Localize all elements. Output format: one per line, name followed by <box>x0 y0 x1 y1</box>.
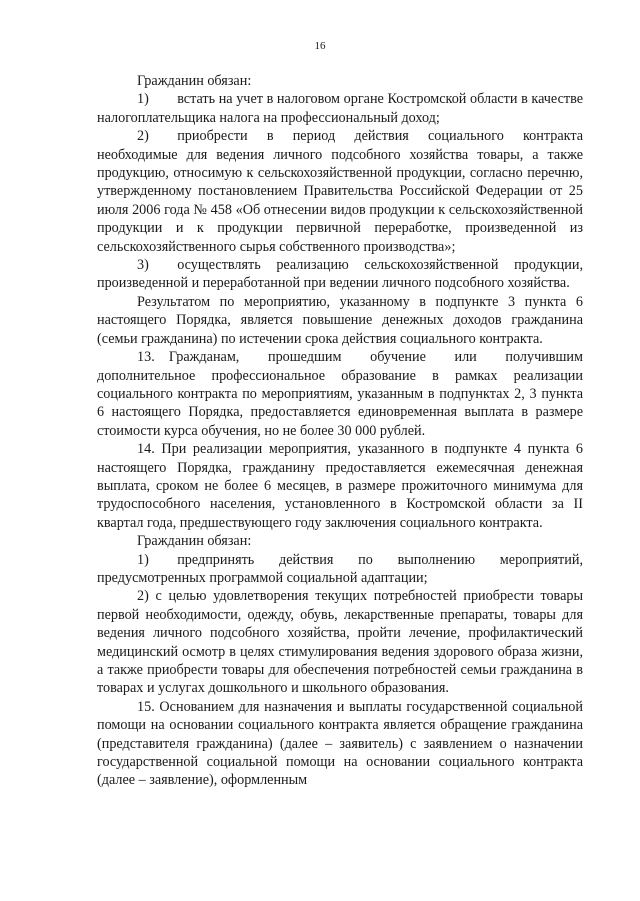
paragraph-item-3-sales: 3) осуществлять реализацию сельскохозяйственной продукции, произведенной и переработанной при ведении личного подсобного хозяйства. <box>97 257 583 292</box>
paragraph-15: 15. Основанием для назначения и выплаты государственной социальной помощи на основании социального контракта является обращение гражданина (представителя гражданина) (далее – заявитель) с заявлением о назначении государственной социальной помощи на основании социального контракта (далее – заявление), оформленным <box>97 698 583 789</box>
paragraph-item-1-actions: 1) предпринять действия по выполнению мероприятий, предусмотренных программой социальной адаптации; <box>97 551 583 586</box>
paragraph-citizen-obliged-2: Гражданин обязан: <box>137 533 252 550</box>
document-body <box>97 72 583 790</box>
paragraph-item-2-purchase: 2) приобрести в период действия социального контракта необходимые для ведения личного подсобного хозяйства товары, а также продукцию, относимую к сельскохозяйственной продукции, согласно перечню, утвержденному постановлением Правительства Российской Федерации от 25 июля 2006 года № 458 «Об отнесении видов продукции к сельскохозяйственной продукции и к продукции первичной переработке, произведенной из сельскохозяйственного сырья собственного производства»; <box>97 128 583 255</box>
paragraph-13: 13. Гражданам, прошедшим обучение или получившим дополнительное профессиональное образование в рамках реализации социального контракта по мероприятиям, указанным в подпунктах 2, 3 пункта 6 настоящего Порядка, предоставляется единовременная выплата в размере стоимости курса обучения, но не более 30 000 рублей. <box>97 349 583 439</box>
paragraph-citizen-obliged: Гражданин обязан: <box>137 73 252 89</box>
paragraph-14: 14. При реализации мероприятия, указанного в подпункте 4 пункта 6 настоящего Порядка, гражданину предоставляется ежемесячная денежная выплата, сроком не более 6 месяцев, в размере прожиточного минимума для трудоспособного населения, установленного в Костромской области за II квартал года, предшествующего году заключения социального контракта. <box>97 441 583 531</box>
paragraph-item-1-tax-registration: 1) встать на учет в налоговом органе Костромской области в качестве налогоплательщика налога на профессиональный доход; <box>97 91 583 126</box>
paragraph-item-2-needs: 2) с целью удовлетворения текущих потребностей приобрести товары первой необходимости, одежду, обувь, лекарственные препараты, товары для ведения личного подсобного хозяйства, пройти лечение, профилактический медицинский осмотр в целях стимулирования ведения здорового образа жизни, а также приобрести товары для обеспечения потребностей семьи гражданина в товарах и услугах дошкольного и школьного образования. <box>97 588 583 697</box>
page-number: 16 <box>314 40 326 52</box>
paragraph-result: Результатом по мероприятию, указанному в подпункте 3 пункта 6 настоящего Порядка, является повышение денежных доходов гражданина (семьи гражданина) по истечении срока действия социального контракта. <box>97 293 583 347</box>
